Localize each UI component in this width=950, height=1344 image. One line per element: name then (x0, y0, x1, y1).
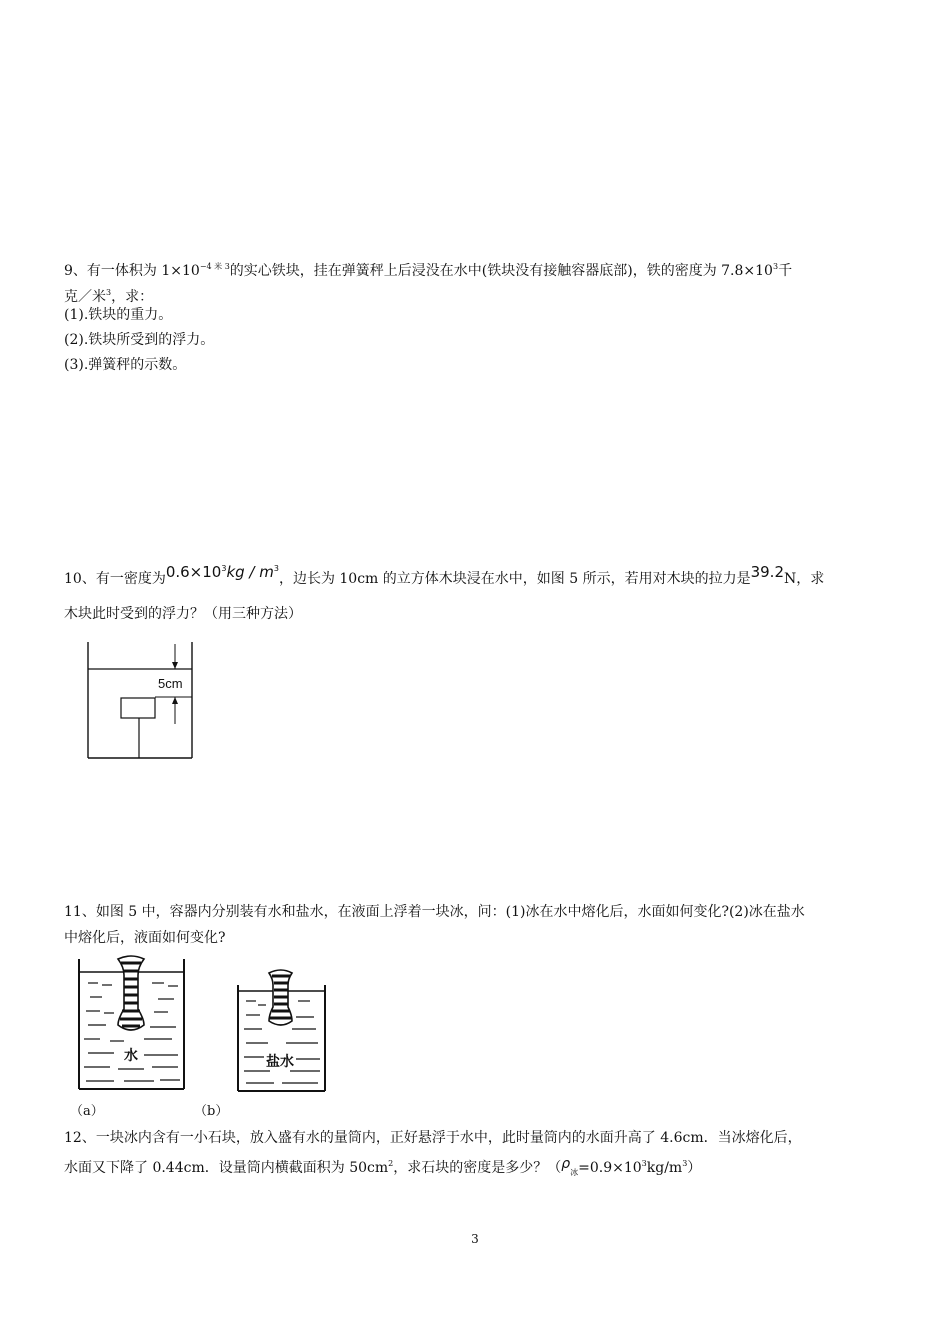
caption-b: （b） (194, 1104, 229, 1119)
density-formula: $0.6\times 10^3kg / m^3$ (165, 563, 279, 581)
q9-sub2: (2).铁块所受到的浮力。 (64, 332, 215, 348)
water-container-diagram (74, 955, 190, 1095)
water-label: 水 (124, 1048, 138, 1064)
q10-line2: 木块此时受到的浮力？（用三种方法） (64, 606, 302, 622)
q9-line2: 克／米$^3$，求： (64, 288, 154, 305)
q11-line1: 11、如图 5 中，容器内分别装有水和盐水，在液面上浮着一块冰，问：(1)冰在水中熔化后，水面如何变化?(2)冰在盐水 (64, 904, 805, 920)
q12-line1: 12、一块冰内含有一小石块，放入盛有水的量筒内，正好悬浮于水中，此时量筒内的水面升高了 4.6cm．当冰熔化后， (64, 1130, 802, 1146)
saltwater-label: 盐水 (266, 1054, 294, 1070)
q12-line2: 水面又下降了 0.44cm．设量筒内横截面积为 $50cm^2$，求石块的密度是多少？$(\rho_冰=0.9\times 10^3kg/m^3)$ (64, 1156, 702, 1177)
q9-line1: 9、有一体积为 $1\times 10^{-4 米 3}$的实心铁块，挂在弹簧秤上后浸没在水中(铁块没有接触容器底部)，铁的密度为 $7.8\times 10^3$千 (64, 262, 793, 279)
rho-symbol: ρ (561, 1156, 571, 1172)
q9-sub1: (1).铁块的重力。 (64, 307, 173, 323)
q10-figure (86, 640, 206, 762)
depth-label: 5cm (158, 676, 183, 691)
page-number: 3 (471, 1232, 479, 1246)
saltwater-container-diagram (234, 965, 330, 1095)
force-value: 39.2 (750, 563, 784, 581)
q11-figure-a (74, 955, 190, 1095)
q11-line2: 中熔化后，液面如何变化? (64, 930, 226, 946)
caption-a: （a） (70, 1104, 104, 1119)
q11-figure-b (234, 965, 330, 1095)
q10-line1: 10、有一密度为$0.6\times 10^3kg / m^3$，边长为 10cm 的立方体木块浸在水中，如图 5 所示，若用对木块的拉力是39.2N，求 (64, 563, 825, 587)
q9-sub3: (3).弹簧秤的示数。 (64, 357, 187, 373)
container-diagram (86, 640, 206, 762)
